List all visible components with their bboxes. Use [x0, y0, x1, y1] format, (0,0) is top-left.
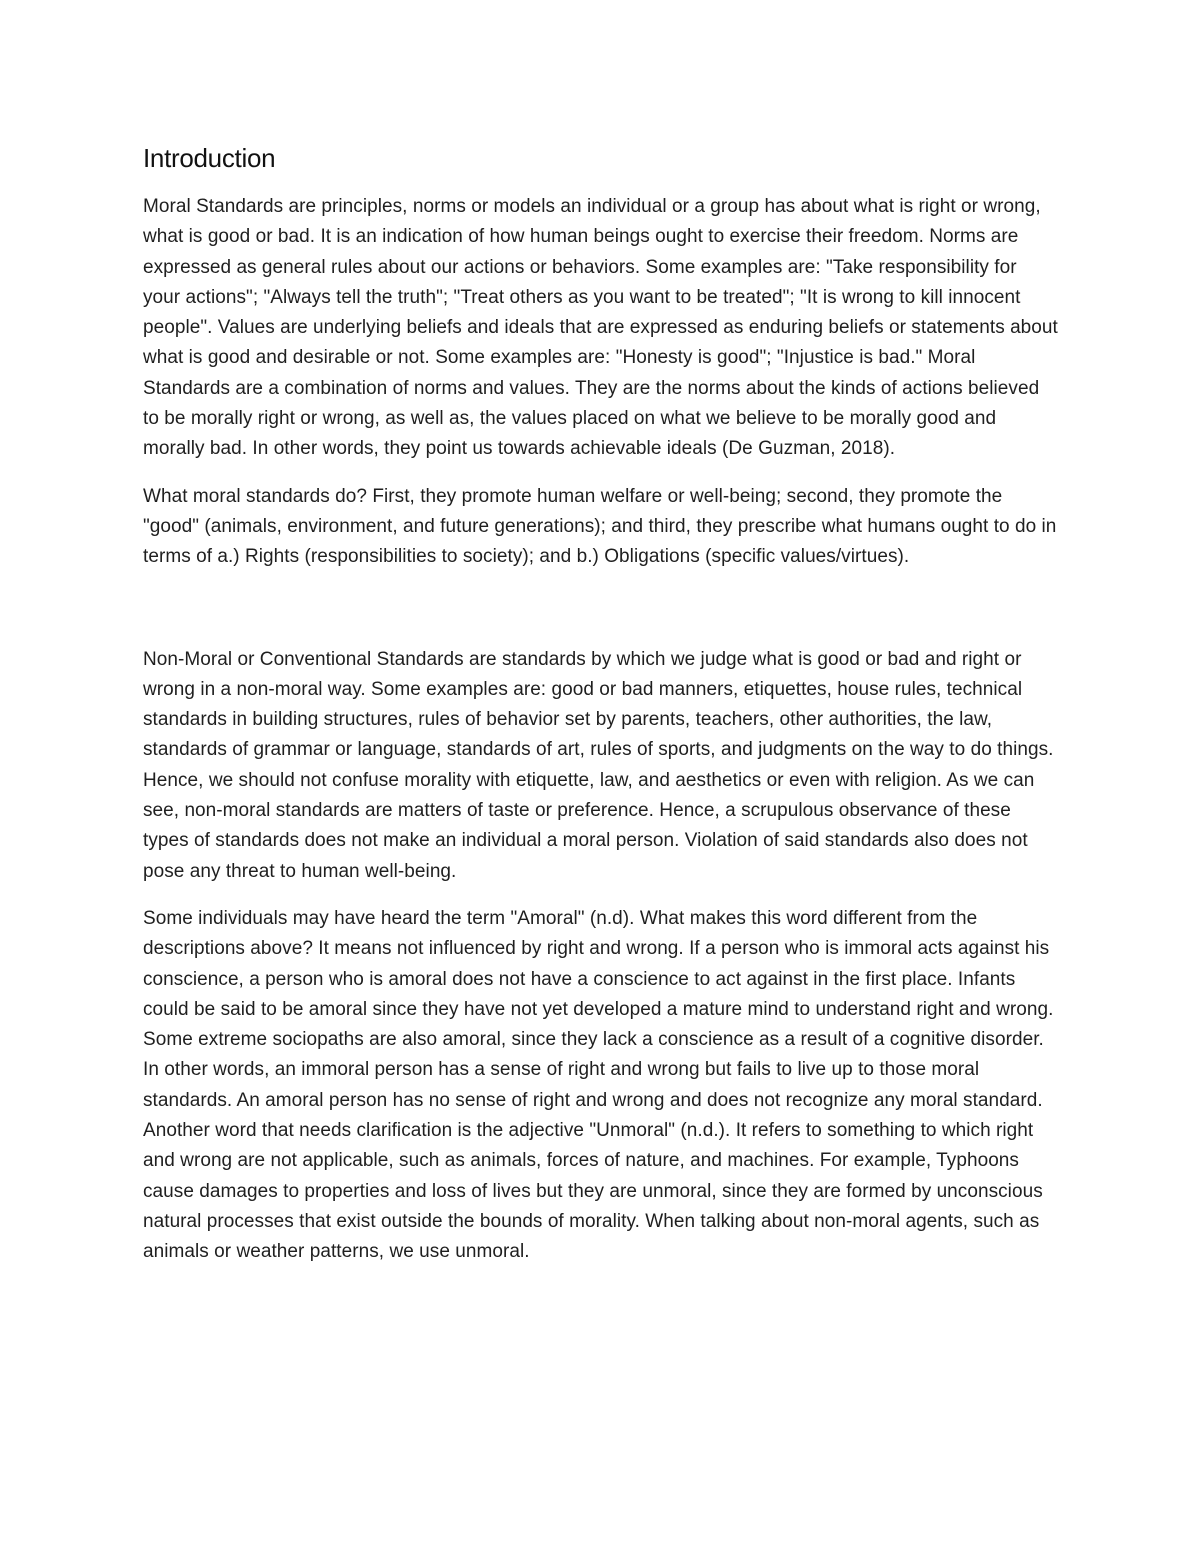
paragraph-amoral-unmoral: Some individuals may have heard the term "Amoral" (n.d). What makes this word different from the descriptions above? It means not influenced by right and wrong. If a person who is immoral acts against his conscience, a person who is amoral does not have a conscience to act against in the first place. Infants could be said to be amoral since they have not yet developed a mature mind to understand right and wrong. Some extreme sociopaths are also amoral, since they lack a conscience as a result of a cognitive disorder. In other words, an immoral person has a sense of right and wrong but fails to live up to those moral standards. An amoral person has no sense of right and wrong and does not recognize any moral standard. Another word that needs clarification is the adjective "Unmoral" (n.d.). It refers to something to which right and wrong are not applicable, such as animals, forces of nature, and machines. For example, Typhoons cause damages to properties and loss of lives but they are unmoral, since they are formed by unconscious natural processes that exist outside the bounds of morality. When talking about non-moral agents, such as animals or weather patterns, we use unmoral. — [143, 907, 1054, 1263]
section-heading: Introduction — [143, 143, 276, 173]
paragraph-moral-standards: Moral Standards are principles, norms or models an individual or a group has about what is right or wrong, what is good or bad. It is an indication of how human beings ought to exercise their freedom. Norms are expressed as general rules about our actions or behaviors. Some examples are: "Take responsibility for your actions"; "Always tell the truth"; "Treat others as you want to be treated"; "It is wrong to kill innocent people". Values are underlying beliefs and ideals that are expressed as enduring beliefs or statements about what is good and desirable or not. Some examples are: "Honesty is good"; "Injustice is bad." Moral Standards are a combination of norms and values. They are the norms about the kinds of actions believed to be morally right or wrong, as well as, the values placed on what we believe to be morally good and morally bad. In other words, they point us towards achievable ideals (De Guzman, 2018). — [143, 196, 1058, 460]
paragraph-non-moral-standards: Non-Moral or Conventional Standards are standards by which we judge what is good or bad and right or wrong in a non-moral way. Some examples are: good or bad manners, etiquettes, house rules, technical standards in building structures, rules of behavior set by parents, teachers, other authorities, the law, standards of grammar or language, standards of art, rules of sports, and judgments on the way to do things. Hence, we should not confuse morality with etiquette, law, and aesthetics or even with religion. As we can see, non-moral standards are matters of taste or preference. Hence, a scrupulous observance of these types of standards does not make an individual a moral person. Violation of said standards also does not pose any threat to human well-being. — [143, 648, 1054, 882]
blank-line — [143, 590, 1059, 645]
document-body — [143, 140, 1059, 1285]
paragraph-what-moral-standards-do: What moral standards do? First, they promote human welfare or well-being; second, they promote the "good" (animals, environment, and future generations); and third, they prescribe what humans ought to do in terms of a.) Rights (responsibilities to society); and b.) Obligations (specific values/virtues). — [143, 485, 1057, 568]
